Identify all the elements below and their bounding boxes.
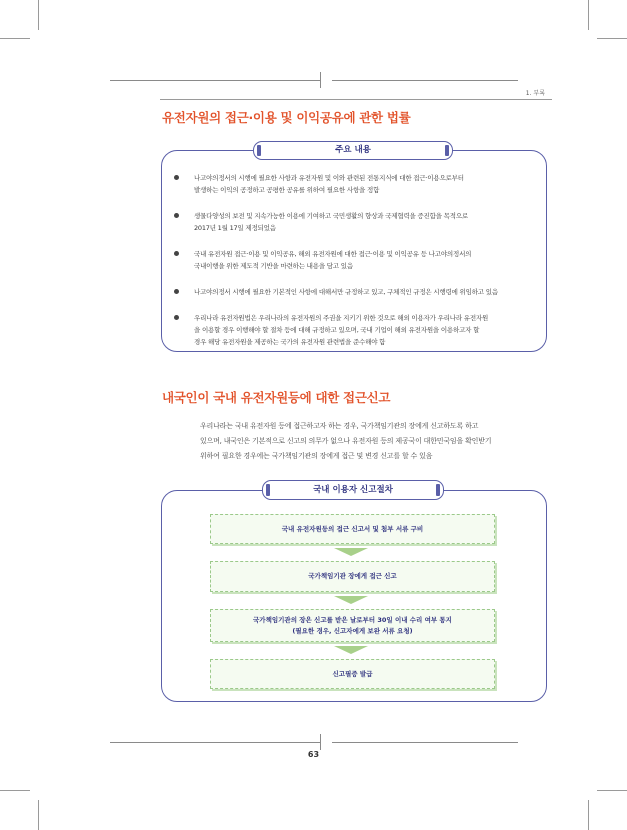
bullet-dot xyxy=(174,175,179,180)
procedure-step-4 xyxy=(210,659,495,689)
bullet-text: 나고야의정서의 시행에 필요한 사항과 유전자원 및 이와 관련된 전통지식에 대한 접근·이용으로부터 xyxy=(194,174,464,182)
bullet-item xyxy=(170,210,540,234)
header-rule xyxy=(160,99,552,100)
procedure-label-box xyxy=(262,480,444,500)
step-text: 국가책임기관의 장은 신고를 받은 날로부터 30일 이내 수리 여부 통지 xyxy=(253,615,452,624)
procedure-label: 국내 이용자 신고절차 xyxy=(313,485,393,495)
bullet-dot xyxy=(174,213,179,218)
top-rule-left xyxy=(110,80,320,81)
bullet-item xyxy=(170,172,540,196)
step-text: 신고필증 발급 xyxy=(332,669,373,678)
label-bar-left xyxy=(266,484,270,496)
step-text: 국가책임기관 장에게 접근 신고 xyxy=(308,572,397,580)
crop-mark xyxy=(588,0,589,30)
bullet-item xyxy=(170,312,540,348)
bullet-text: 경우 해당 유전자원을 제공하는 국가의 유전자원 관련법을 준수해야 함 xyxy=(194,338,386,346)
bullet-text: 2017년 1월 17일 제정되었음 xyxy=(194,224,276,232)
step-text: 국내 유전자원등의 접근 신고서 및 첨부 서류 구비 xyxy=(281,524,424,533)
summary-label-box xyxy=(253,141,453,160)
top-rule-right xyxy=(332,80,518,81)
top-rule-tick xyxy=(320,72,321,88)
procedure-step-2 xyxy=(210,561,495,592)
paragraph-line: 있으며, 내국인은 기본적으로 신고의 의무가 없으나 유전자원 등의 제공국이 대한민국임을 확인받기 xyxy=(200,437,492,445)
crop-mark xyxy=(588,800,589,830)
bottom-rule-tick xyxy=(320,734,321,750)
summary-label: 주요 내용 xyxy=(335,145,371,155)
running-head: 1. 부록 xyxy=(525,90,545,97)
section-title-report: 내국인이 국내 유전자원등에 대한 접근신고 xyxy=(162,390,391,405)
label-bar-right xyxy=(436,484,440,496)
paragraph-line: 우리나라는 국내 유전자원 등에 접근하고자 하는 경우, 국가책임기관의 장에게 신고하도록 하고 xyxy=(200,422,479,430)
bullet-text: 을 이용할 경우 이행해야 할 절차 등에 대해 규정하고 있으며, 국내 기업이 해외 유전자원을 이용하고자 할 xyxy=(194,326,480,334)
label-bar-left xyxy=(257,145,261,156)
bullet-item xyxy=(170,248,540,272)
crop-mark xyxy=(597,38,627,39)
summary-bullet-list xyxy=(170,172,540,348)
page-number: 63 xyxy=(307,750,320,759)
procedure-step-1 xyxy=(210,514,495,544)
bullet-text: 나고야의정서 시행에 필요한 기본적인 사항에 대해서만 규정하고 있고, 구체적인 규정은 시행령에 위임하고 있음 xyxy=(194,288,498,296)
crop-mark xyxy=(38,0,39,30)
section-title-law: 유전자원의 접근·이용 및 이익공유에 관한 법률 xyxy=(162,110,411,125)
bullet-item xyxy=(170,286,540,298)
bullet-text: 생물다양성의 보전 및 지속가능한 이용에 기여하고 국민생활의 향상과 국제협력을 증진함을 목적으로 xyxy=(194,212,468,220)
bullet-text: 국내 유전자원 접근·이용 및 이익공유, 해외 유전자원에 대한 접근·이용 및 이익공유 등 나고야의정서의 xyxy=(194,250,472,258)
bullet-text: 국내이행을 위한 제도적 기반을 마련하는 내용을 담고 있음 xyxy=(194,262,353,270)
bullet-dot xyxy=(174,289,179,294)
crop-mark xyxy=(38,800,39,830)
bullet-text: 우리나라 유전자원법은 우리나라의 유전자원의 주권을 지키기 위한 것으로 해외 이용자가 우리나라 유전자원 xyxy=(194,314,489,322)
down-arrow-icon xyxy=(334,646,368,654)
paragraph-line: 위하여 필요한 경우에는 국가책임기관의 장에게 접근 및 변경 신고를 할 수 있음 xyxy=(200,452,433,460)
down-arrow-icon xyxy=(334,548,368,556)
bottom-rule-left xyxy=(110,742,320,743)
step-text: (필요한 경우, 신고자에게 보완 서류 요청) xyxy=(292,626,413,635)
bullet-dot xyxy=(174,251,179,256)
crop-mark xyxy=(0,38,30,39)
label-bar-right xyxy=(445,145,449,156)
bullet-dot xyxy=(174,315,179,320)
procedure-step-3 xyxy=(210,609,495,642)
crop-mark xyxy=(0,790,30,791)
bullet-text: 발생하는 이익의 공정하고 공평한 공유를 위하여 필요한 사항을 정함 xyxy=(194,186,380,194)
bottom-rule-right xyxy=(332,742,518,743)
body-paragraph xyxy=(200,419,550,464)
down-arrow-icon xyxy=(334,596,368,604)
crop-mark xyxy=(597,790,627,791)
